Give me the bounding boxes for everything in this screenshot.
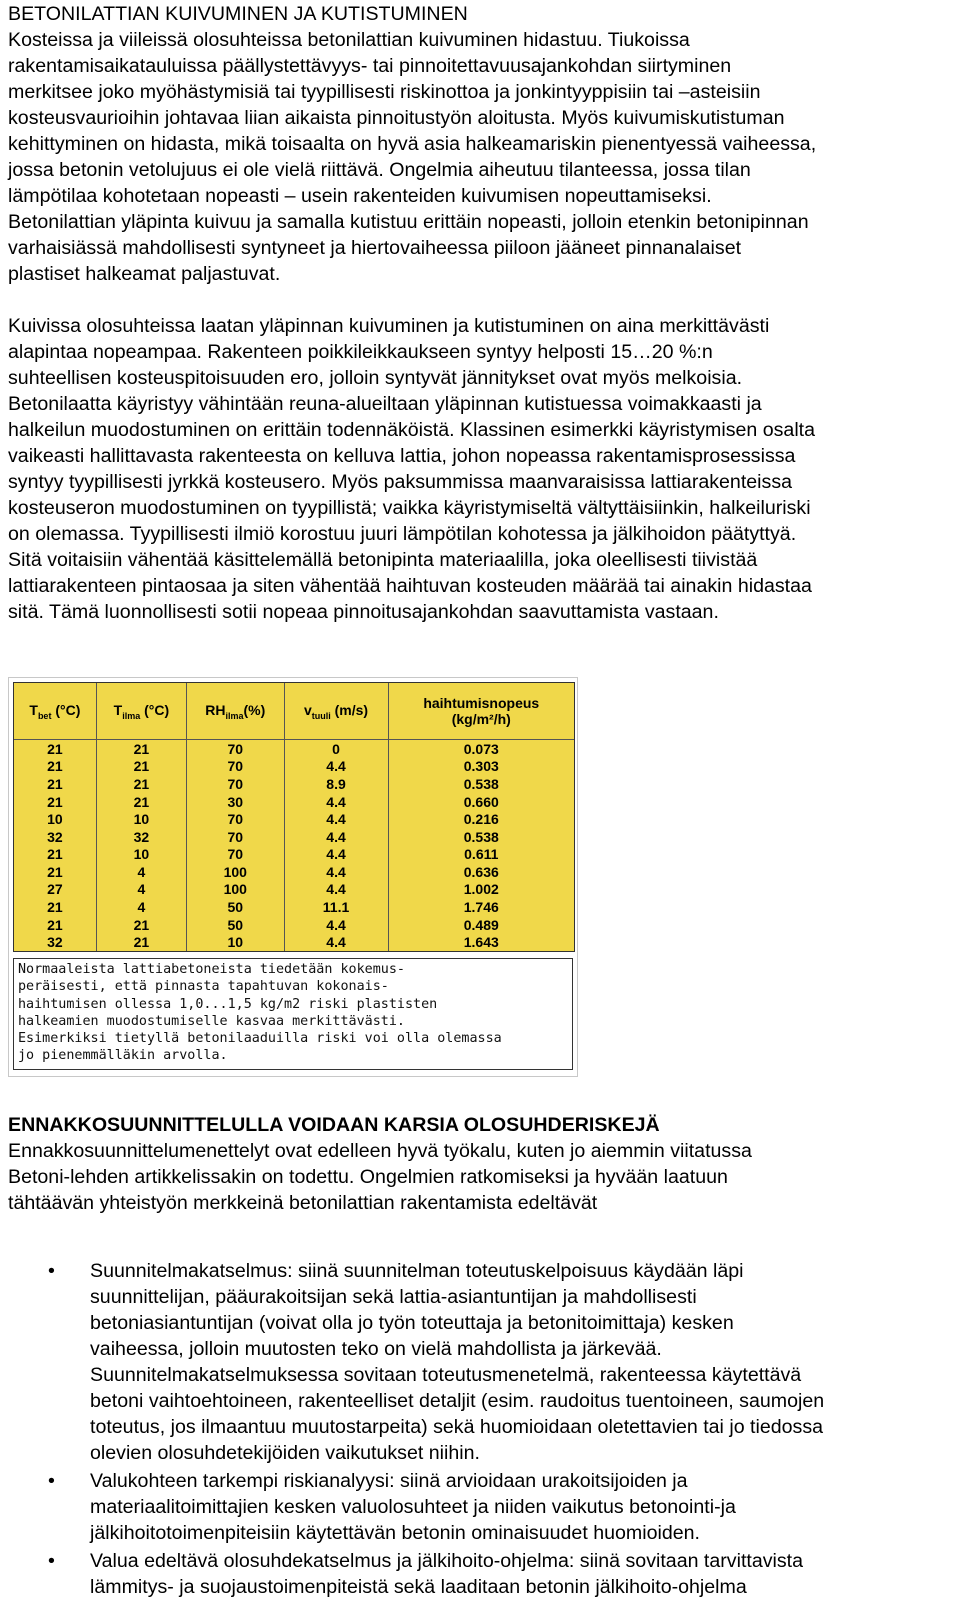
table-cell: 4 [96,881,186,899]
text-line: sitä. Tämä luonnollisesti sotii nopeaa pinnoitusajankohdan saavuttamista vastaan. [8,601,719,623]
table-cell: 0.489 [463,916,499,933]
note-line: peräisesti, että pinnasta tapahtuvan kokonais- [18,979,389,995]
table-row [14,898,574,916]
text-line: halkeilun muodostuminen on erittäin todennäköistä. Klassinen esimerkki käyristymisen osalta [8,419,816,441]
table-cell: 21 [14,758,96,776]
column-header: haihtumisnopeus (kg/m²/h) [388,683,574,740]
text-line: tähtäävän yhteistyön merkkeinä betonilattian rakentamista edeltävät [8,1192,598,1214]
table-row [14,775,574,793]
text-line: lattiarakenteen pintaosaa ja siten vähentää haihtuvan kosteuden määrää tai ainakin hidastaa [8,575,812,597]
text-line: Suunnitelmakatselmuksessa sovitaan toteutusmenetelmä, rakenteessa käytettävä [90,1364,802,1386]
text-line: Betonilaatta käyristyy vähintään reuna-alueiltaan yläpinnan kutistuessa voimakkaasti ja [8,393,762,415]
table-cell: 4.4 [284,793,388,811]
table-row [14,863,574,881]
note-line: haihtumisen ollessa 1,0...1,5 kg/m2 riski plastisten [18,996,438,1012]
paragraph-drying-2 [8,313,952,625]
paragraph-spacer [8,287,952,313]
table-cell: 4.4 [284,810,388,828]
section-planning [8,1112,952,1602]
table-cell: 100 [187,881,284,899]
bullet-icon: • [48,1260,55,1282]
evaporation-table [13,682,575,952]
table-cell: 1.746 [463,899,499,916]
list-item [8,1468,952,1546]
table-row [14,846,574,864]
text-line: suhteellisen kosteuspitoisuuden ero, jolloin syntyvät jännitykset ovat myös melkoisia. [8,367,743,389]
section-title-drying: BETONILATTIAN KUIVUMINEN JA KUTISTUMINEN [8,3,468,25]
table-cell: 21 [96,775,186,793]
text-line: rakentamisaikatauluissa päällystettävyys- tai pinnoitettavuusajankohdan siirtyminen [8,55,732,77]
table-cell: 4 [96,863,186,881]
text-line: Kuivissa olosuhteissa laatan yläpinnan kuivuminen ja kutistuminen on aina merkittävästi [8,315,770,337]
table-cell: 27 [14,881,96,899]
table-cell: 0.636 [463,863,499,880]
text-line: betoniasiantuntijan (voivat olla jo työn toteuttaja ja betonitoimittaja) kesken [90,1312,734,1334]
note-line: Normaaleista lattiabetoneista tiedetään kokemus- [18,962,405,977]
text-line: merkitsee joko myöhästymisiä tai tyypillisesti riskinottoa ja jonkintyyppisiin tai –asteisiin [8,81,761,103]
table-cell: 50 [187,898,284,916]
text-line: kosteusvaurioihin johtavaa liian aikaista pinnoitustyön aloitusta. Myös kuivumiskutistuman [8,107,785,129]
table-cell: 70 [187,846,284,864]
column-header: $T_{ilma}$ (°C) [96,683,186,740]
text-line: kehittyminen on hidasta, mikä toisaalta on hyvä asia halkeamariskin pienentyessä vaiheessa, [8,133,817,155]
table-row [14,916,574,934]
table-cell: 21 [14,863,96,881]
table-header-row [14,683,574,740]
bullet-icon: • [48,1550,55,1572]
table-cell: 10 [96,810,186,828]
text-line: materiaalitoimittajien kesken valuolosuhteet ja niiden vaikutus betonointi-ja [90,1496,736,1518]
table-cell: 4 [96,898,186,916]
text-line: Ennakkosuunnittelumenettelyt ovat edelleen hyvä työkalu, kuten jo aiemmin viitatussa [8,1140,752,1162]
table-cell: 8.9 [284,775,388,793]
bullet-icon: • [48,1470,55,1492]
text-line: jälkihoitotoimenpiteisiin käytettävän betonin ominaisuudet huomioiden. [90,1522,700,1544]
section-drying [8,0,952,625]
table-cell: 21 [14,793,96,811]
table-cell: 21 [14,916,96,934]
list-item [8,1548,952,1600]
table-cell: 30 [187,793,284,811]
text-line: Betoni-lehden artikkelissakin on todettu. Ongelmien ratkomiseksi ja hyvään laatuun [8,1166,728,1188]
table-cell: 0.538 [463,775,499,792]
table-cell: 1.643 [463,934,499,951]
table-cell: 10 [14,810,96,828]
table-row [14,810,574,828]
table-row [14,933,574,951]
table-cell: 11.1 [284,898,388,916]
table-cell: 70 [187,810,284,828]
table-row [14,793,574,811]
table-cell: 4.4 [284,828,388,846]
paragraph-planning-intro [8,1138,952,1216]
table-cell: 50 [187,916,284,934]
table-cell: 21 [96,793,186,811]
table-cell: 0.611 [464,846,499,863]
text-line: vaikeasti hallittavasta rakenteesta on kelluva lattia, johon nopeassa rakentamisprosessissa [8,445,796,467]
text-line: Sitä voitaisiin vähentää käsittelemällä betonipinta materiaalilla, joka oleellisesti tiivistää [8,549,758,571]
table-row [14,828,574,846]
text-line: plastiset halkeamat paljastuvat. [8,263,281,285]
column-header: $RH_{ilma}(\%)$ [187,683,284,740]
text-line: toteutus, jos ilmaantuu muutostarpeita) sekä huomioidaan oletettavien tai jo tiedossa [90,1416,824,1438]
table-cell: 4.4 [284,863,388,881]
text-line: suunnittelijan, pääurakoitsijan sekä lattia-asiantuntijan ja mahdollisesti [90,1286,697,1308]
table-cell: 21 [14,740,96,758]
section-title-planning: ENNAKKOSUUNNITTELULLA VOIDAAN KARSIA OLOSUHDERISKEJÄ [8,1114,660,1136]
table-cell: 70 [187,775,284,793]
evaporation-table-figure [8,677,578,1077]
document-page [8,0,952,1598]
bullet-list [8,1258,952,1600]
table-cell: 4.4 [284,916,388,934]
text-line: on olemassa. Tyypillisesti ilmiö korostuu juuri lämpötilan kohotessa ja jälkihoidon päätyttyä. [8,523,797,545]
text-line: lämmitys- ja suojaustoimenpiteistä sekä laaditaan betonin jälkihoito-ohjelma [90,1576,747,1598]
table-cell: 0.660 [463,793,499,810]
note-line: halkeamien muodostumiselle kasvaa merkittävästi. [18,1013,405,1029]
table-cell: 0.073 [463,740,499,757]
table-cell: 32 [14,828,96,846]
table-cell: 0.216 [463,811,499,828]
column-header: $T_{bet}$ (°C) [14,683,96,740]
text-line: Valukohteen tarkempi riskianalyysi: siinä arvioidaan urakoitsijoiden ja [90,1470,688,1492]
table-cell: 4.4 [284,933,388,951]
text-line: lämpötilaa kohotetaan nopeasti – usein rakenteiden kuivumisen nopeuttamiseksi. [8,185,712,207]
list-item [8,1258,952,1466]
table-note [13,958,573,1070]
table-cell: 21 [96,933,186,951]
paragraph-drying-1 [8,27,952,287]
text-line: olevien olosuhdetekijöiden vaikutukset niihin. [90,1442,480,1464]
table-row [14,740,574,758]
text-line: betoni vaihtoehtoineen, rakenteelliset detaljit (esim. raudoitus tuentoineen, saumojen [90,1390,825,1412]
table-row [14,758,574,776]
text-line: Suunnitelmakatselmus: siinä suunnitelman toteutuskelpoisuus käydään läpi [90,1260,744,1282]
table-cell: 1.002 [463,881,499,898]
note-line: jo pienemmälläkin arvolla. [18,1048,228,1064]
table-cell: 4.4 [284,758,388,776]
table-cell: 21 [96,758,186,776]
text-line: jossa betonin vetolujuus ei ole vielä riittävä. Ongelmia aiheutuu tilanteessa, jossa tilan [8,159,751,181]
table-cell: 70 [187,758,284,776]
text-line: Betonilattian yläpinta kuivuu ja samalla kutistuu erittäin nopeasti, jolloin etenkin betonipinnan [8,211,809,233]
table-cell: 10 [187,933,284,951]
text-line: Valua edeltävä olosuhdekatselmus ja jälkihoito-ohjelma: siinä sovitaan tarvittavista [90,1550,804,1572]
text-line: vaiheessa, jolloin muutosten teko on vielä mahdollista ja järkevää. [90,1338,662,1360]
text-line: alapintaa nopeampaa. Rakenteen poikkileikkaukseen syntyy helposti 15…20 %:n [8,341,713,363]
text-line: Kosteissa ja viileissä olosuhteissa betonilattian kuivuminen hidastuu. Tiukoissa [8,29,690,51]
table-cell: 21 [96,740,186,758]
paragraph-spacer [8,1216,952,1258]
table-cell: 4.4 [284,881,388,899]
table-cell: 21 [14,775,96,793]
table-cell: 0.538 [463,828,499,845]
note-line: Esimerkiksi tietyllä betonilaaduilla riski voi olla olemassa [18,1031,502,1047]
table-cell: 70 [187,828,284,846]
table-cell: 21 [14,898,96,916]
table-cell: 21 [96,916,186,934]
column-header: $v_{tuuli}$ (m/s) [284,683,388,740]
table-cell: 70 [187,740,284,758]
text-line: syntyy tyypillisesti jyrkkä kosteusero. Myös paksummissa maanvaraisissa lattiarakenteissa [8,471,793,493]
table-row [14,881,574,899]
table-cell: 100 [187,863,284,881]
table-cell: 4.4 [284,846,388,864]
text-line: varhaisiässä mahdollisesti syntyneet ja hiertovaiheessa piiloon jääneet pinnanalaiset [8,237,742,259]
table-cell: 32 [96,828,186,846]
table-cell: 10 [96,846,186,864]
table-cell: 32 [14,933,96,951]
table-cell: 21 [14,846,96,864]
text-line: kosteuseron muodostuminen on tyypillistä; vaikka käyristymiseltä vältyttäisiinkin, halkeiluriski [8,497,811,519]
table-cell: 0.303 [463,758,499,775]
table-cell: 0 [284,740,388,758]
